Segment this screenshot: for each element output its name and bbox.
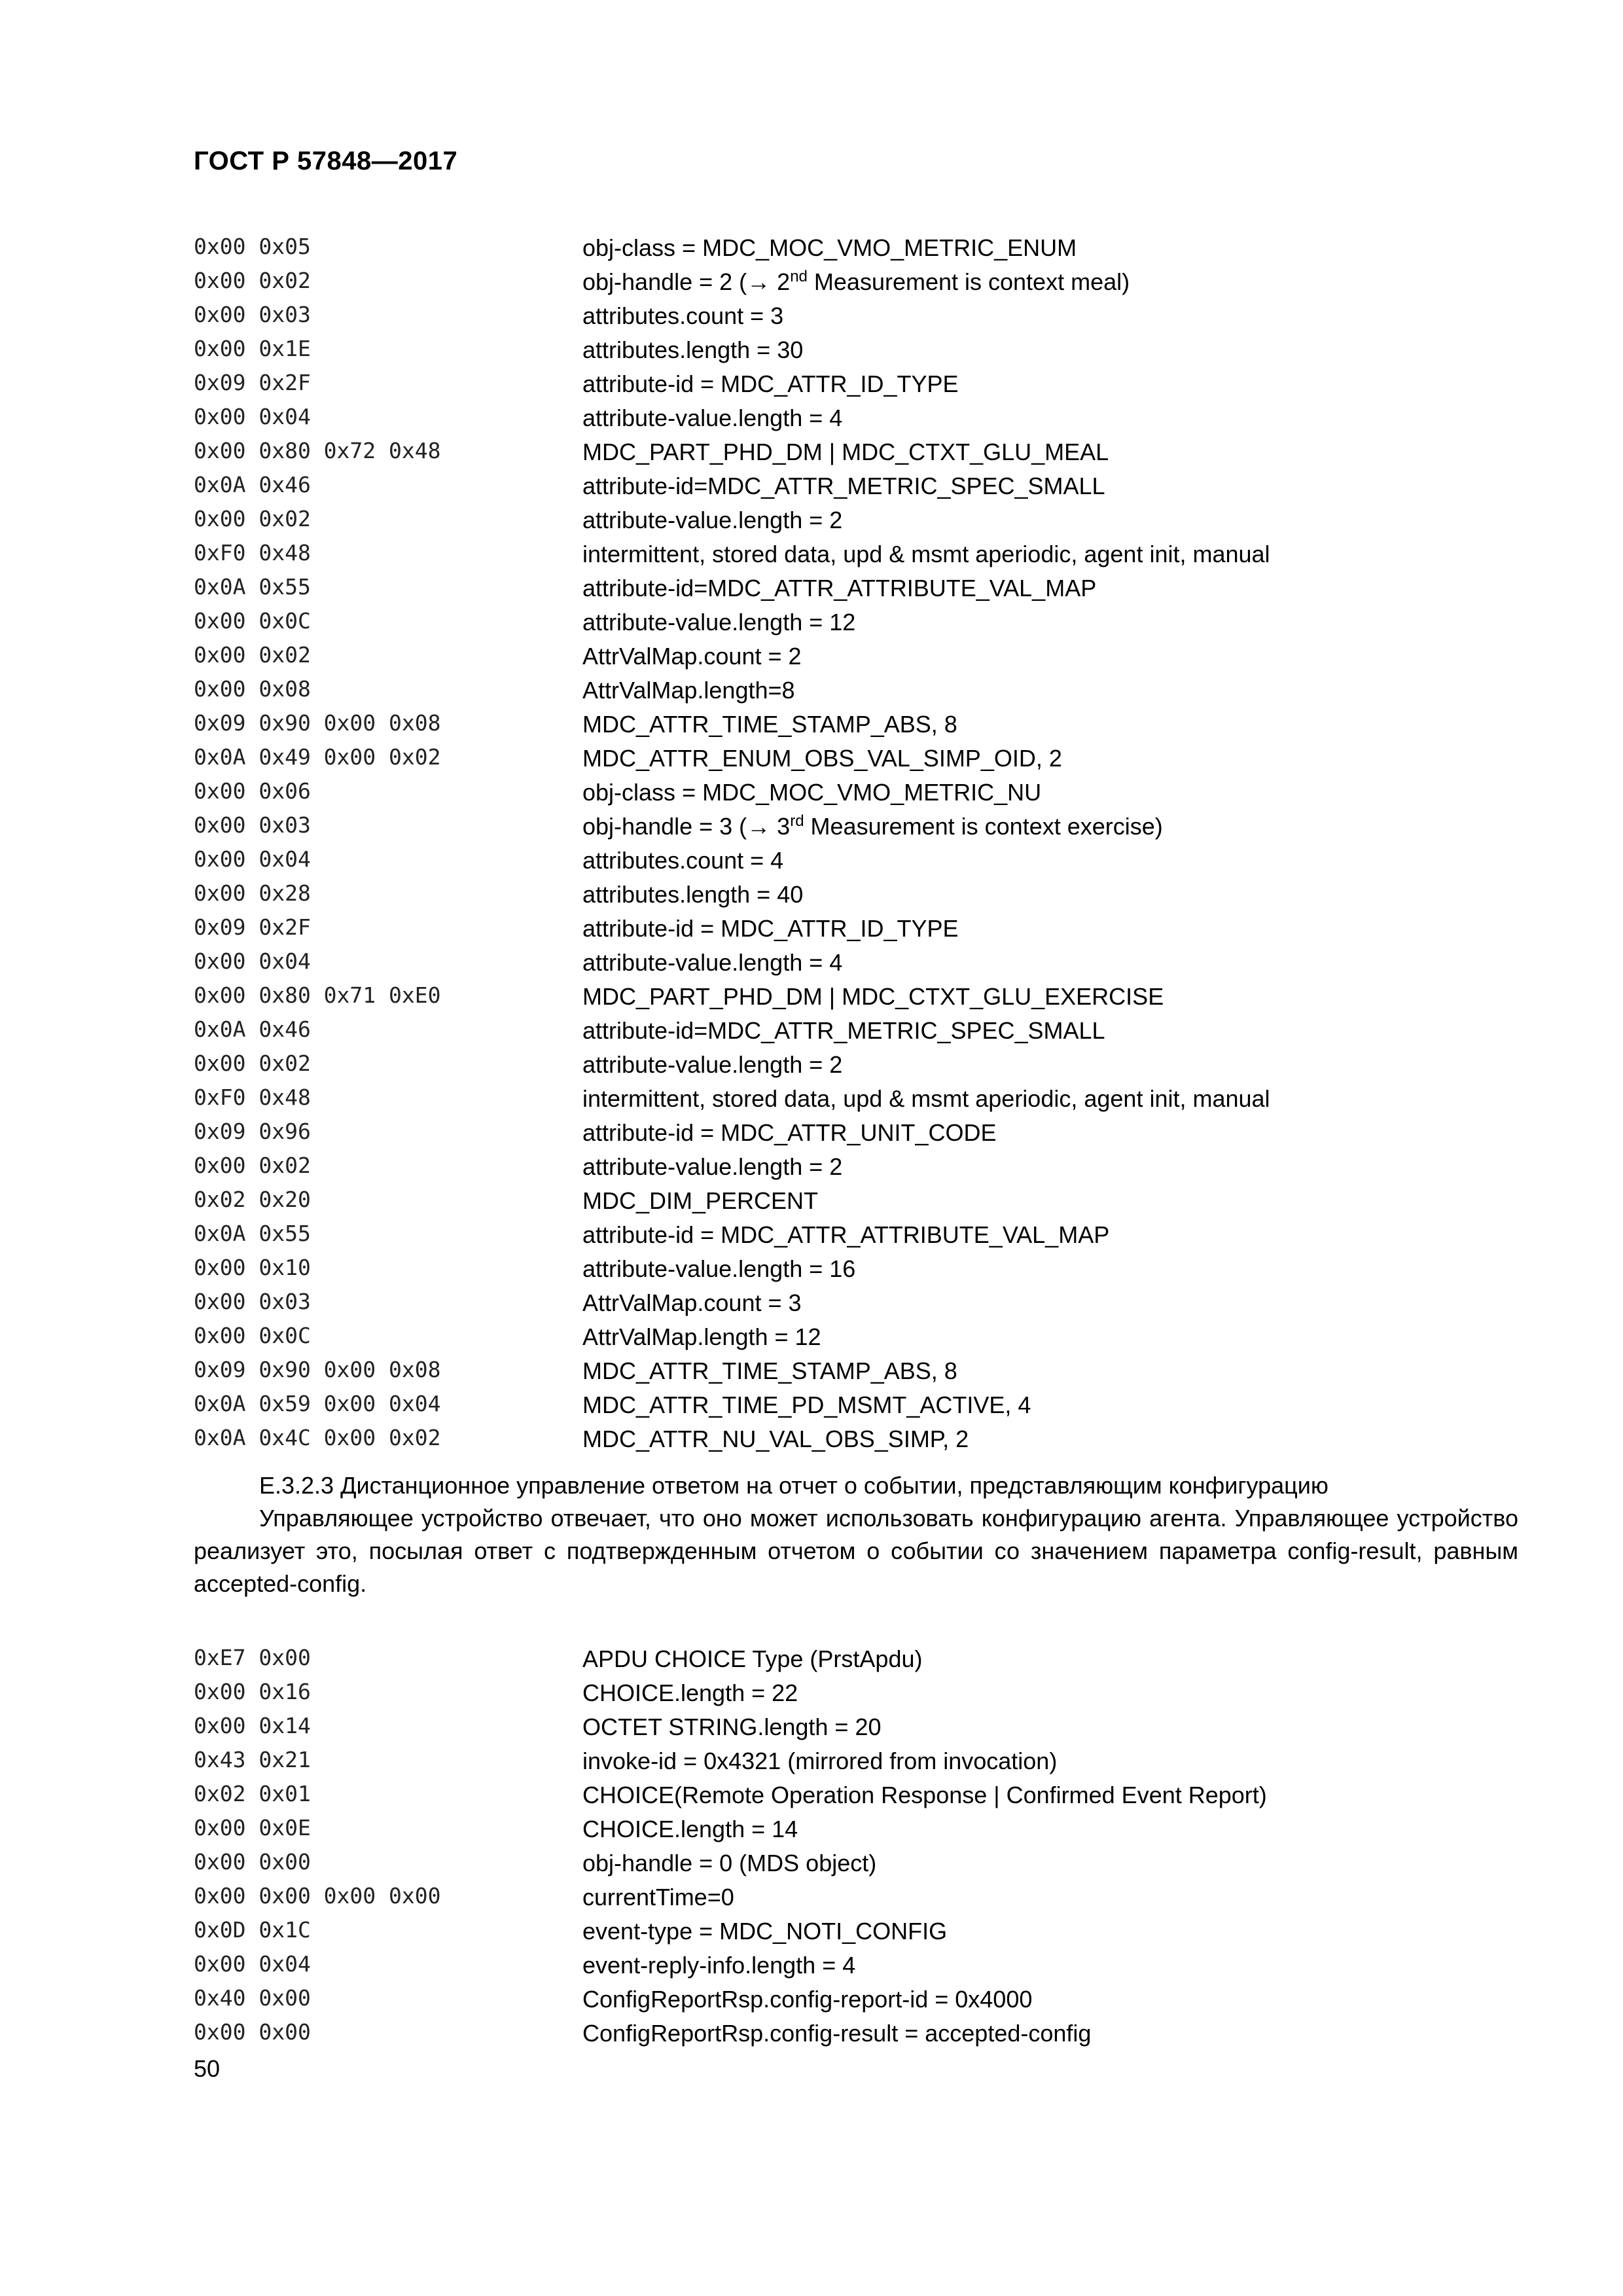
hex-description: obj-handle = 0 (MDS object) bbox=[582, 1850, 877, 1876]
hex-row bbox=[194, 743, 1516, 777]
hex-row bbox=[194, 437, 1516, 471]
hex-bytes: 0x09 0x90 0x00 0x08 bbox=[194, 1357, 441, 1382]
hex-bytes: 0x00 0x02 bbox=[194, 506, 311, 531]
hex-description: invoke-id = 0x4321 (mirrored from invocation) bbox=[582, 1748, 1058, 1774]
hex-bytes: 0x00 0x28 bbox=[194, 880, 311, 906]
hex-description: attributes.count = 4 bbox=[582, 847, 784, 874]
hex-bytes: 0x0A 0x59 0x00 0x04 bbox=[194, 1391, 441, 1416]
hex-row bbox=[194, 471, 1516, 505]
hex-row bbox=[194, 811, 1516, 845]
hex-row bbox=[194, 1848, 1516, 1882]
hex-description: MDC_ATTR_TIME_STAMP_ABS, 8 bbox=[582, 1357, 957, 1384]
page-header: ГОСТ Р 57848—2017 bbox=[194, 147, 458, 175]
hex-row bbox=[194, 1677, 1516, 1712]
section-heading: E.3.2.3 Дистанционное управление ответом на отчет о событии, представляющим конфигурацию bbox=[259, 1472, 1329, 1499]
hex-description: ConfigReportRsp.config-report-id = 0x4000 bbox=[582, 1986, 1033, 2013]
hex-bytes: 0x0A 0x49 0x00 0x02 bbox=[194, 744, 441, 770]
hex-description: attribute-value.length = 12 bbox=[582, 609, 856, 636]
hex-description: AttrValMap.count = 3 bbox=[582, 1289, 802, 1316]
hex-bytes: 0xE7 0x00 bbox=[194, 1645, 311, 1670]
hex-row bbox=[194, 675, 1516, 709]
hex-row bbox=[194, 1015, 1516, 1049]
hex-description: attribute-value.length = 16 bbox=[582, 1255, 856, 1282]
hex-bytes: 0x00 0x0E bbox=[194, 1815, 311, 1840]
hex-description: CHOICE.length = 22 bbox=[582, 1679, 798, 1706]
hex-description: attribute-value.length = 4 bbox=[582, 404, 843, 431]
hex-row bbox=[194, 1151, 1516, 1185]
hex-row bbox=[194, 573, 1516, 607]
hex-row bbox=[194, 879, 1516, 913]
hex-description: AttrValMap.count = 2 bbox=[582, 643, 802, 670]
hex-row bbox=[194, 403, 1516, 437]
hex-description: CHOICE(Remote Operation Response | Confirmed Event Report) bbox=[582, 1782, 1267, 1808]
hex-bytes: 0x02 0x20 bbox=[194, 1187, 311, 1212]
page-number: 50 bbox=[194, 2055, 221, 2082]
hex-row bbox=[194, 641, 1516, 675]
ordinal-superscript: nd bbox=[790, 268, 808, 285]
hex-bytes: 0x00 0x02 bbox=[194, 1153, 311, 1178]
hex-bytes: 0x02 0x01 bbox=[194, 1781, 311, 1806]
hex-bytes: 0x00 0x0C bbox=[194, 608, 311, 634]
hex-row bbox=[194, 1185, 1516, 1219]
hex-row bbox=[194, 1355, 1516, 1390]
hex-bytes: 0x00 0x04 bbox=[194, 948, 311, 974]
hex-bytes: 0x00 0x05 bbox=[194, 234, 311, 259]
hex-row bbox=[194, 947, 1516, 981]
hex-row bbox=[194, 1984, 1516, 2018]
hex-description: event-type = MDC_NOTI_CONFIG bbox=[582, 1918, 948, 1945]
hex-row bbox=[194, 539, 1516, 573]
hex-bytes: 0x00 0x0C bbox=[194, 1323, 311, 1348]
hex-row bbox=[194, 2018, 1516, 2052]
hex-description: MDC_PART_PHD_DM | MDC_CTXT_GLU_EXERCISE bbox=[582, 983, 1164, 1010]
hex-description: intermittent, stored data, upd & msmt aperiodic, agent init, manual bbox=[582, 1085, 1270, 1112]
hex-row bbox=[194, 300, 1516, 334]
hex-bytes: 0x00 0x02 bbox=[194, 268, 311, 293]
hex-bytes: 0x00 0x02 bbox=[194, 1050, 311, 1076]
hex-description: attribute-id = MDC_ATTR_ATTRIBUTE_VAL_MAP bbox=[582, 1221, 1110, 1248]
hex-row bbox=[194, 1083, 1516, 1117]
hex-bytes: 0x40 0x00 bbox=[194, 1985, 311, 2011]
hex-bytes: 0x0A 0x55 bbox=[194, 574, 311, 600]
hex-description: MDC_ATTR_NU_VAL_OBS_SIMP, 2 bbox=[582, 1426, 969, 1452]
hex-description: MDC_ATTR_ENUM_OBS_VAL_SIMP_OID, 2 bbox=[582, 745, 1062, 772]
hex-row bbox=[194, 709, 1516, 743]
hex-row bbox=[194, 1746, 1516, 1780]
hex-description: attributes.length = 30 bbox=[582, 336, 804, 363]
hex-description: intermittent, stored data, upd & msmt aperiodic, agent init, manual bbox=[582, 541, 1270, 567]
hex-bytes: 0x00 0x00 bbox=[194, 1849, 311, 1874]
hex-description: attribute-id = MDC_ATTR_ID_TYPE bbox=[582, 915, 959, 942]
hex-description: obj-handle = 3 (→ 3rd Measurement is context exercise) bbox=[582, 812, 1163, 840]
hex-bytes: 0x00 0x04 bbox=[194, 404, 311, 429]
hex-description: APDU CHOICE Type (PrstApdu) bbox=[582, 1645, 923, 1672]
hex-bytes: 0x00 0x16 bbox=[194, 1679, 311, 1704]
hex-bytes: 0x09 0x2F bbox=[194, 370, 311, 395]
hex-bytes: 0x09 0x2F bbox=[194, 914, 311, 940]
hex-row bbox=[194, 1814, 1516, 1848]
hex-description: currentTime=0 bbox=[582, 1884, 734, 1910]
hex-row bbox=[194, 1287, 1516, 1321]
hex-row bbox=[194, 981, 1516, 1015]
hex-bytes: 0x00 0x80 0x72 0x48 bbox=[194, 438, 441, 463]
hex-bytes: 0x0A 0x55 bbox=[194, 1221, 311, 1246]
hex-bytes: 0x00 0x00 0x00 0x00 bbox=[194, 1883, 441, 1909]
hex-description: attributes.length = 40 bbox=[582, 881, 804, 908]
hex-bytes: 0x43 0x21 bbox=[194, 1747, 311, 1772]
hex-description: OCTET STRING.length = 20 bbox=[582, 1713, 882, 1740]
hex-row bbox=[194, 1219, 1516, 1253]
hex-row bbox=[194, 1424, 1516, 1458]
hex-bytes: 0x00 0x04 bbox=[194, 846, 311, 872]
hex-row bbox=[194, 368, 1516, 403]
hex-description: obj-class = MDC_MOC_VMO_METRIC_ENUM bbox=[582, 234, 1077, 261]
hex-bytes: 0x00 0x80 0x71 0xE0 bbox=[194, 982, 441, 1008]
hex-bytes: 0x00 0x03 bbox=[194, 302, 311, 327]
hex-row bbox=[194, 1253, 1516, 1287]
hex-description: obj-handle = 2 (→ 2nd Measurement is context meal) bbox=[582, 268, 1130, 295]
hex-row bbox=[194, 505, 1516, 539]
hex-row bbox=[194, 1117, 1516, 1151]
hex-bytes: 0x0A 0x46 bbox=[194, 472, 311, 497]
hex-dump-block-2 bbox=[194, 1643, 1516, 2052]
hex-bytes: 0x0D 0x1C bbox=[194, 1917, 311, 1943]
hex-description: obj-class = MDC_MOC_VMO_METRIC_NU bbox=[582, 779, 1042, 806]
hex-description: CHOICE.length = 14 bbox=[582, 1816, 798, 1842]
hex-description: attribute-value.length = 2 bbox=[582, 1153, 843, 1180]
hex-bytes: 0x09 0x90 0x00 0x08 bbox=[194, 710, 441, 736]
hex-row bbox=[194, 1712, 1516, 1746]
hex-row bbox=[194, 845, 1516, 879]
hex-row bbox=[194, 1950, 1516, 1984]
hex-description: attribute-id=MDC_ATTR_METRIC_SPEC_SMALL bbox=[582, 473, 1105, 499]
hex-description: attribute-value.length = 4 bbox=[582, 949, 843, 976]
ordinal-superscript: rd bbox=[790, 812, 804, 830]
hex-bytes: 0x00 0x03 bbox=[194, 1289, 311, 1314]
hex-description: MDC_ATTR_TIME_STAMP_ABS, 8 bbox=[582, 711, 957, 738]
hex-description: attribute-value.length = 2 bbox=[582, 1051, 843, 1078]
hex-bytes: 0x00 0x08 bbox=[194, 676, 311, 702]
hex-bytes: 0x00 0x03 bbox=[194, 812, 311, 838]
hex-row bbox=[194, 232, 1516, 266]
hex-row bbox=[194, 1049, 1516, 1083]
hex-row bbox=[194, 1321, 1516, 1355]
hex-bytes: 0x0A 0x46 bbox=[194, 1016, 311, 1042]
hex-bytes: 0xF0 0x48 bbox=[194, 540, 311, 565]
hex-bytes: 0x00 0x10 bbox=[194, 1255, 311, 1280]
hex-bytes: 0xF0 0x48 bbox=[194, 1085, 311, 1110]
hex-row bbox=[194, 607, 1516, 641]
hex-dump-block-1 bbox=[194, 232, 1516, 1458]
hex-row bbox=[194, 1916, 1516, 1950]
hex-description: AttrValMap.length = 12 bbox=[582, 1323, 821, 1350]
hex-bytes: 0x00 0x02 bbox=[194, 642, 311, 668]
hex-row bbox=[194, 1643, 1516, 1677]
hex-bytes: 0x00 0x14 bbox=[194, 1713, 311, 1738]
hex-row bbox=[194, 266, 1516, 300]
hex-description: attribute-id = MDC_ATTR_ID_TYPE bbox=[582, 370, 959, 397]
hex-row bbox=[194, 1882, 1516, 1916]
section-body: Управляющее устройство отвечает, что оно может использовать конфигурацию агента. Управляющее устройство реализует это, посылая ответ с подтвержденным отчетом о событии со значением параметра config-result, равным accepted-config. bbox=[194, 1505, 1518, 1597]
hex-description: attribute-value.length = 2 bbox=[582, 507, 843, 533]
hex-description: attributes.count = 3 bbox=[582, 302, 784, 329]
hex-row bbox=[194, 1780, 1516, 1814]
hex-row bbox=[194, 334, 1516, 368]
hex-bytes: 0x09 0x96 bbox=[194, 1119, 311, 1144]
hex-description: attribute-id=MDC_ATTR_ATTRIBUTE_VAL_MAP bbox=[582, 575, 1097, 601]
hex-description: ConfigReportRsp.config-result = accepted-config bbox=[582, 2020, 1092, 2047]
section-text bbox=[194, 1469, 1518, 1600]
hex-description: attribute-id = MDC_ATTR_UNIT_CODE bbox=[582, 1119, 997, 1146]
hex-row bbox=[194, 777, 1516, 811]
hex-row bbox=[194, 913, 1516, 947]
hex-row bbox=[194, 1390, 1516, 1424]
hex-description: MDC_ATTR_TIME_PD_MSMT_ACTIVE, 4 bbox=[582, 1391, 1031, 1418]
hex-description: event-reply-info.length = 4 bbox=[582, 1952, 856, 1979]
hex-bytes: 0x0A 0x4C 0x00 0x02 bbox=[194, 1425, 441, 1450]
hex-description: attribute-id=MDC_ATTR_METRIC_SPEC_SMALL bbox=[582, 1017, 1105, 1044]
hex-description: AttrValMap.length=8 bbox=[582, 677, 795, 704]
hex-description: MDC_DIM_PERCENT bbox=[582, 1187, 819, 1214]
hex-bytes: 0x00 0x00 bbox=[194, 2019, 311, 2045]
hex-bytes: 0x00 0x06 bbox=[194, 778, 311, 804]
hex-bytes: 0x00 0x04 bbox=[194, 1951, 311, 1977]
hex-description: MDC_PART_PHD_DM | MDC_CTXT_GLU_MEAL bbox=[582, 439, 1109, 465]
hex-bytes: 0x00 0x1E bbox=[194, 336, 311, 361]
